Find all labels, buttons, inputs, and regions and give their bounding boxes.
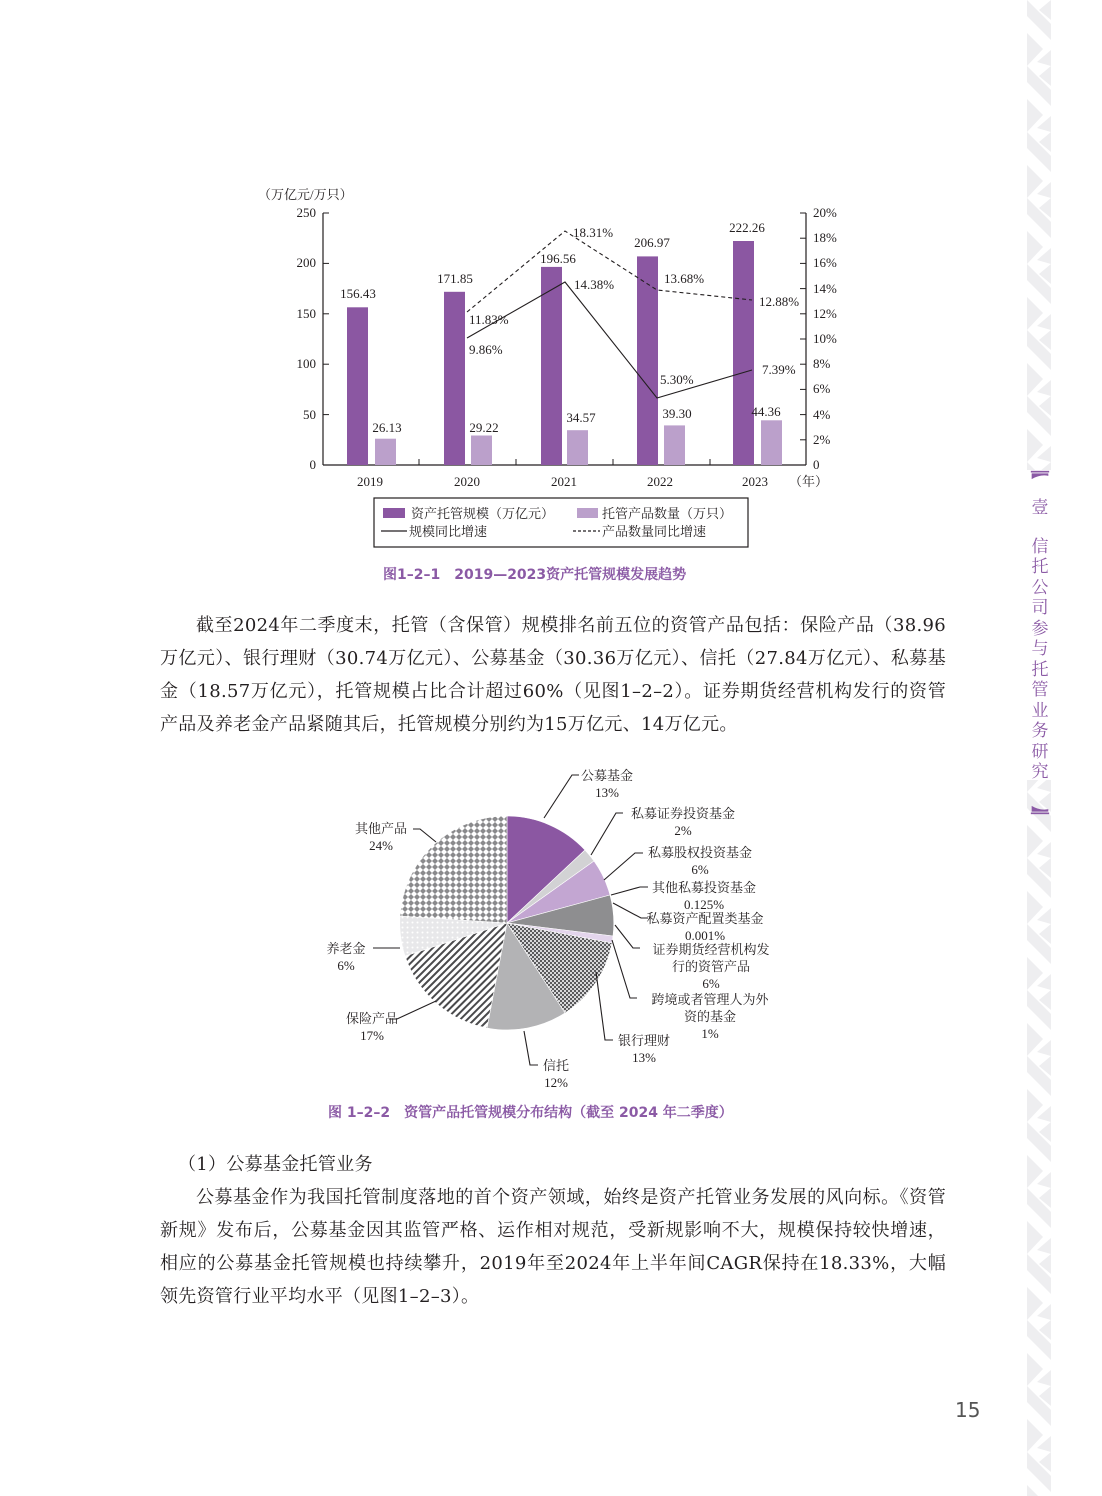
svg-text:0: 0 [813,457,820,472]
svg-text:银行理财: 银行理财 [617,1033,671,1048]
svg-text:6%: 6% [337,958,355,973]
svg-text:规模同比增速: 规模同比增速 [409,524,488,539]
line-scale-growth [467,282,752,398]
svg-text:171.85: 171.85 [437,271,473,286]
svg-text:0.001%: 0.001% [684,928,726,943]
bracket-bottom-icon [1028,805,1052,815]
svg-text:2022: 2022 [647,474,673,489]
svg-text:16%: 16% [813,255,837,270]
svg-text:资产托管规模（万亿元）: 资产托管规模（万亿元） [411,506,555,521]
svg-text:2019: 2019 [357,474,383,489]
svg-text:196.56: 196.56 [540,251,576,266]
svg-text:2023: 2023 [742,474,768,489]
section-1 [160,1148,946,1313]
figure-1-caption: 图1–2–1 2019—2023资产托管规模发展趋势 [383,567,687,583]
svg-text:7.39%: 7.39% [762,362,796,377]
left-axis-ticks [297,205,330,472]
svg-text:222.26: 222.26 [729,220,765,235]
svg-text:18.31%: 18.31% [573,225,614,240]
svg-text:100: 100 [296,356,316,371]
svg-text:其他产品: 其他产品 [354,821,408,836]
svg-text:2%: 2% [674,823,692,838]
svg-text:其他私募投资基金: 其他私募投资基金 [651,880,757,895]
svg-text:200: 200 [296,255,316,270]
svg-text:10%: 10% [813,331,837,346]
chart-legend [374,498,748,547]
svg-text:29.22: 29.22 [469,420,499,435]
svg-text:12%: 12% [813,306,837,321]
svg-text:1%: 1% [701,1026,719,1041]
svg-text:2021: 2021 [551,474,577,489]
figure-2-caption: 图 1–2–2 资管产品托管规模分布结构（截至 2024 年二季度） [328,1105,733,1121]
svg-text:18%: 18% [813,230,837,245]
svg-text:156.43: 156.43 [340,286,376,301]
svg-text:0.125%: 0.125% [683,897,725,912]
svg-text:13%: 13% [632,1050,656,1065]
svg-text:6%: 6% [702,976,720,991]
bracket-top-icon [1028,470,1052,480]
svg-text:14%: 14% [813,281,837,296]
figure-1-chart [0,0,1000,560]
svg-text:保险产品: 保险产品 [345,1011,399,1026]
svg-text:2%: 2% [813,432,831,447]
bars-product-count [375,420,782,465]
svg-text:206.97: 206.97 [634,235,670,250]
x-axis-unit: （年） [789,474,829,489]
svg-text:44.36: 44.36 [751,404,781,419]
svg-text:6%: 6% [691,862,709,877]
svg-text:私募资产配置类基金: 私募资产配置类基金 [646,911,764,926]
svg-text:250: 250 [296,205,316,220]
svg-text:4%: 4% [813,407,831,422]
pie-slices [400,816,614,1030]
chapter-number: 壹 [1031,498,1049,518]
svg-text:50: 50 [303,407,316,422]
svg-text:2020: 2020 [454,474,480,489]
svg-text:12.88%: 12.88% [759,294,800,309]
svg-text:13%: 13% [595,785,619,800]
svg-text:11.83%: 11.83% [469,312,509,327]
section-heading: （1）公募基金托管业务 [178,1154,373,1175]
svg-text:5.30%: 5.30% [660,372,694,387]
svg-text:8%: 8% [813,356,831,371]
line-product-growth [467,231,752,312]
svg-text:私募股权投资基金: 私募股权投资基金 [647,845,753,860]
svg-text:6%: 6% [813,381,831,396]
chapter-side-title: 壹 信 托 公 司 参 与 托 管 业 务 研 究 [1028,470,1052,815]
figure-2-pie-chart [0,750,1000,1100]
svg-text:150: 150 [296,306,316,321]
svg-text:行的资管产品: 行的资管产品 [671,959,751,974]
svg-text:20%: 20% [813,205,837,220]
svg-text:信托: 信托 [542,1058,570,1073]
svg-text:9.86%: 9.86% [469,342,503,357]
y-axis-unit: （万亿元/万只） [258,187,353,202]
svg-text:证券期货经营机构发: 证券期货经营机构发 [652,942,770,957]
slice-qt [400,816,507,923]
svg-text:产品数量同比增速: 产品数量同比增速 [602,524,707,539]
svg-text:17%: 17% [360,1028,384,1043]
svg-text:0: 0 [309,457,316,472]
svg-text:资的基金: 资的基金 [683,1009,737,1024]
svg-text:34.57: 34.57 [566,410,596,425]
svg-text:托管产品数量（万只）: 托管产品数量（万只） [602,506,733,521]
svg-text:14.38%: 14.38% [574,277,615,292]
svg-text:私募证券投资基金: 私募证券投资基金 [630,806,736,821]
svg-text:13.68%: 13.68% [664,271,705,286]
svg-text:39.30: 39.30 [662,406,692,421]
svg-text:跨境或者管理人为外: 跨境或者管理人为外 [651,992,769,1007]
svg-text:24%: 24% [369,838,393,853]
x-axis-labels [357,474,768,489]
paragraph-1: 截至2024年二季度末，托管（含保管）规模排名前五位的资管产品包括：保险产品（38.96万亿元）、银行理财（30.74万亿元）、公募基金（30.36万亿元）、信托（27.84万亿元）、私募基金（18.57万亿元），托管规模占比合计超过60%（见图1–2–2）。证券期货经营机构发行的资管产品及养老金产品紧随其后，托管规模分别约为15万亿元、14万亿元。 [160,615,946,735]
paragraph-2: 公募基金作为我国托管制度落地的首个资产领域，始终是资产托管业务发展的风向标。《资管新规》发布后，公募基金因其监管严格、运作相对规范，受新规影响不大，规模保持较快增速，相应的公募基金托管规模也持续攀升，2019年至2024年上半年间CAGR保持在18.33%，大幅领先资管行业平均水平（见图1–2–3）。 [160,1187,946,1307]
page-number: 15 [955,1398,981,1422]
svg-text:12%: 12% [544,1075,568,1090]
svg-text:26.13: 26.13 [372,420,402,435]
svg-text:公募基金: 公募基金 [580,768,634,783]
svg-text:养老金: 养老金 [326,941,366,956]
